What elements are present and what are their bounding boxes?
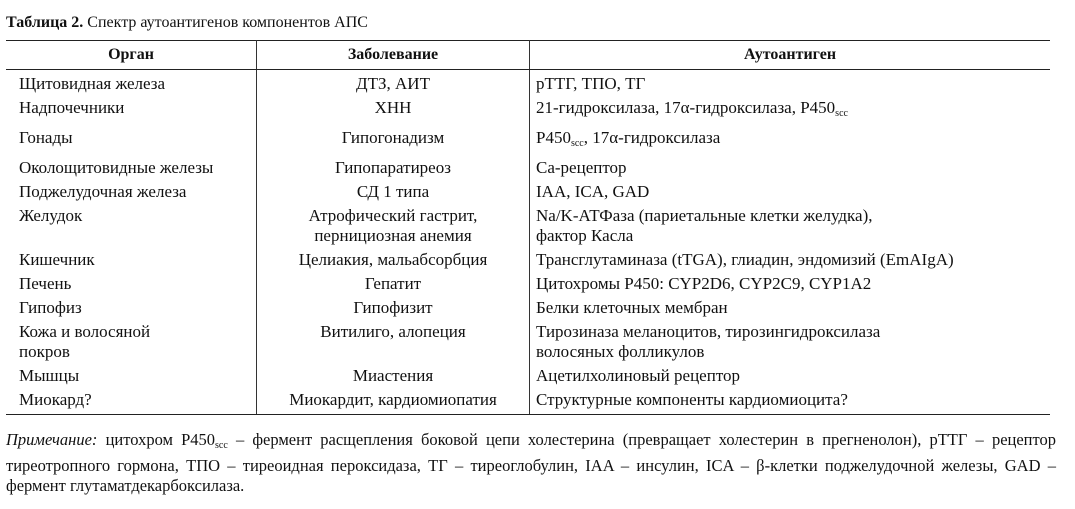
cell-organ-text: Мышцы [19, 366, 80, 385]
cell-disease [257, 274, 530, 298]
cell-organ-text: Околощитовидные железы [19, 158, 214, 177]
cell-disease-text: Гипогонадизм [341, 128, 445, 147]
table-row [6, 250, 1050, 274]
cell-disease [257, 366, 530, 390]
note-text-a: цитохром P450 [97, 430, 216, 449]
cell-disease [257, 128, 530, 158]
cell-antigen-text: Ацетилхолиновый рецептор [536, 366, 741, 385]
table-row [6, 128, 1050, 158]
cell-antigen-text: Цитохромы P450: CYP2D6, CYP2C9, CYP1A2 [536, 274, 872, 293]
cell-antigen [530, 70, 1051, 99]
cell-antigen-text: Na/K-АТФаза (париетальные клетки желудка), фактор Касла [536, 206, 873, 245]
cell-disease-text: Гипопаратиреоз [335, 158, 451, 177]
cell-antigen-text: IAA, ICA, GAD [536, 182, 650, 201]
table-body [6, 70, 1050, 415]
cell-antigen-text: P450 [536, 128, 571, 147]
cell-antigen [530, 98, 1051, 128]
table-row [6, 390, 1050, 415]
table-row [6, 206, 1050, 250]
antigen-subscript: scc [835, 108, 848, 119]
cell-antigen [530, 182, 1051, 206]
cell-antigen [530, 206, 1051, 250]
cell-organ [6, 70, 257, 99]
cell-organ-text: Миокард? [19, 390, 92, 409]
header-antigen: Аутоантиген [530, 41, 1051, 70]
header-disease: Заболевание [257, 41, 530, 70]
antigen-subscript: scc [570, 138, 584, 149]
note-label: Примечание: [6, 430, 98, 449]
cell-disease-text: Миокардит, кардиомиопатия [289, 390, 497, 409]
cell-organ [6, 274, 257, 298]
cell-organ [6, 322, 257, 366]
cell-disease [257, 182, 530, 206]
cell-organ [6, 366, 257, 390]
cell-disease-text: Целиакия, мальабсорбция [298, 250, 488, 269]
cell-disease [257, 70, 530, 99]
cell-organ [6, 158, 257, 182]
table-row [6, 322, 1050, 366]
cell-disease [257, 250, 530, 274]
cell-organ-text: Гонады [19, 128, 73, 147]
cell-organ [6, 390, 257, 415]
table-row [6, 366, 1050, 390]
header-organ: Орган [6, 41, 257, 70]
table-row [6, 158, 1050, 182]
cell-antigen-text: 21-гидроксилаза, 17α-гидроксилаза, P450 [536, 98, 836, 117]
note-subscript: scc [215, 440, 228, 451]
caption-label: Таблица 2. [6, 14, 84, 31]
table-row [6, 70, 1050, 99]
table-header-row [6, 41, 1050, 70]
cell-antigen [530, 128, 1051, 158]
cell-antigen-text: Белки клеточных мембран [536, 298, 728, 317]
cell-organ [6, 250, 257, 274]
caption-text: Спектр аутоантигенов компонентов АПС [87, 14, 368, 31]
cell-antigen-text: рТТГ, ТПО, ТГ [536, 74, 646, 93]
cell-antigen [530, 390, 1051, 415]
cell-disease [257, 206, 530, 250]
cell-disease-text: Атрофический гастрит, пернициозная анемия [308, 206, 478, 245]
cell-organ [6, 206, 257, 250]
table-row [6, 298, 1050, 322]
cell-antigen-text: Трансглутаминаза (tTGA), глиадин, эндомизий (EmAIgA) [536, 250, 954, 269]
cell-antigen-text: Ca-рецептор [536, 158, 627, 177]
table-caption [6, 14, 368, 32]
table-row [6, 182, 1050, 206]
cell-antigen [530, 322, 1051, 366]
cell-organ-text: Кишечник [19, 250, 95, 269]
cell-disease [257, 158, 530, 182]
cell-disease-text: ХНН [374, 98, 412, 117]
cell-disease [257, 298, 530, 322]
cell-antigen [530, 250, 1051, 274]
cell-antigen [530, 158, 1051, 182]
table-note [6, 430, 1056, 496]
note-text-b: – фермент расщепления боковой цепи холестерина (превращает холестерин в прегненолон), рТТГ – рецептор тиреотропного гормона, ТПО – тиреоидная пероксидаза, ТГ – тиреоглобулин, IAA – инсулин, ICA – β-клетки поджелудочной железы, GAD – фермент глутаматдекарбоксилаза. [6, 430, 1056, 495]
cell-organ [6, 98, 257, 128]
cell-disease-text: Гепатит [364, 274, 422, 293]
cell-disease [257, 98, 530, 128]
antigen-text-after: , 17α-гидроксилаза [583, 128, 721, 147]
cell-organ [6, 128, 257, 158]
cell-disease-text: ДТЗ, АИТ [356, 74, 430, 93]
cell-organ-text: Кожа и волосяной покров [19, 322, 151, 361]
cell-antigen [530, 366, 1051, 390]
cell-disease-text: Витилиго, алопеция [320, 322, 466, 341]
cell-organ-text: Поджелудочная железа [19, 182, 187, 201]
cell-antigen [530, 298, 1051, 322]
cell-antigen-text: Тирозиназа меланоцитов, тирозингидроксилаза волосяных фолликулов [536, 322, 881, 361]
autoantigen-table [6, 40, 1050, 415]
cell-organ [6, 298, 257, 322]
cell-organ-text: Щитовидная железа [19, 74, 166, 93]
cell-organ-text: Гипофиз [19, 298, 82, 317]
cell-organ-text: Печень [19, 274, 72, 293]
cell-disease-text: Гипофизит [353, 298, 433, 317]
table-row [6, 98, 1050, 128]
cell-disease-text: СД 1 типа [356, 182, 430, 201]
cell-organ-text: Надпочечники [19, 98, 125, 117]
cell-antigen-text: Структурные компоненты кардиомиоцита? [536, 390, 848, 409]
cell-organ-text: Желудок [19, 206, 83, 225]
table-row [6, 274, 1050, 298]
cell-antigen [530, 274, 1051, 298]
cell-organ [6, 182, 257, 206]
cell-disease-text: Миастения [352, 366, 434, 385]
cell-disease [257, 322, 530, 366]
cell-disease [257, 390, 530, 415]
